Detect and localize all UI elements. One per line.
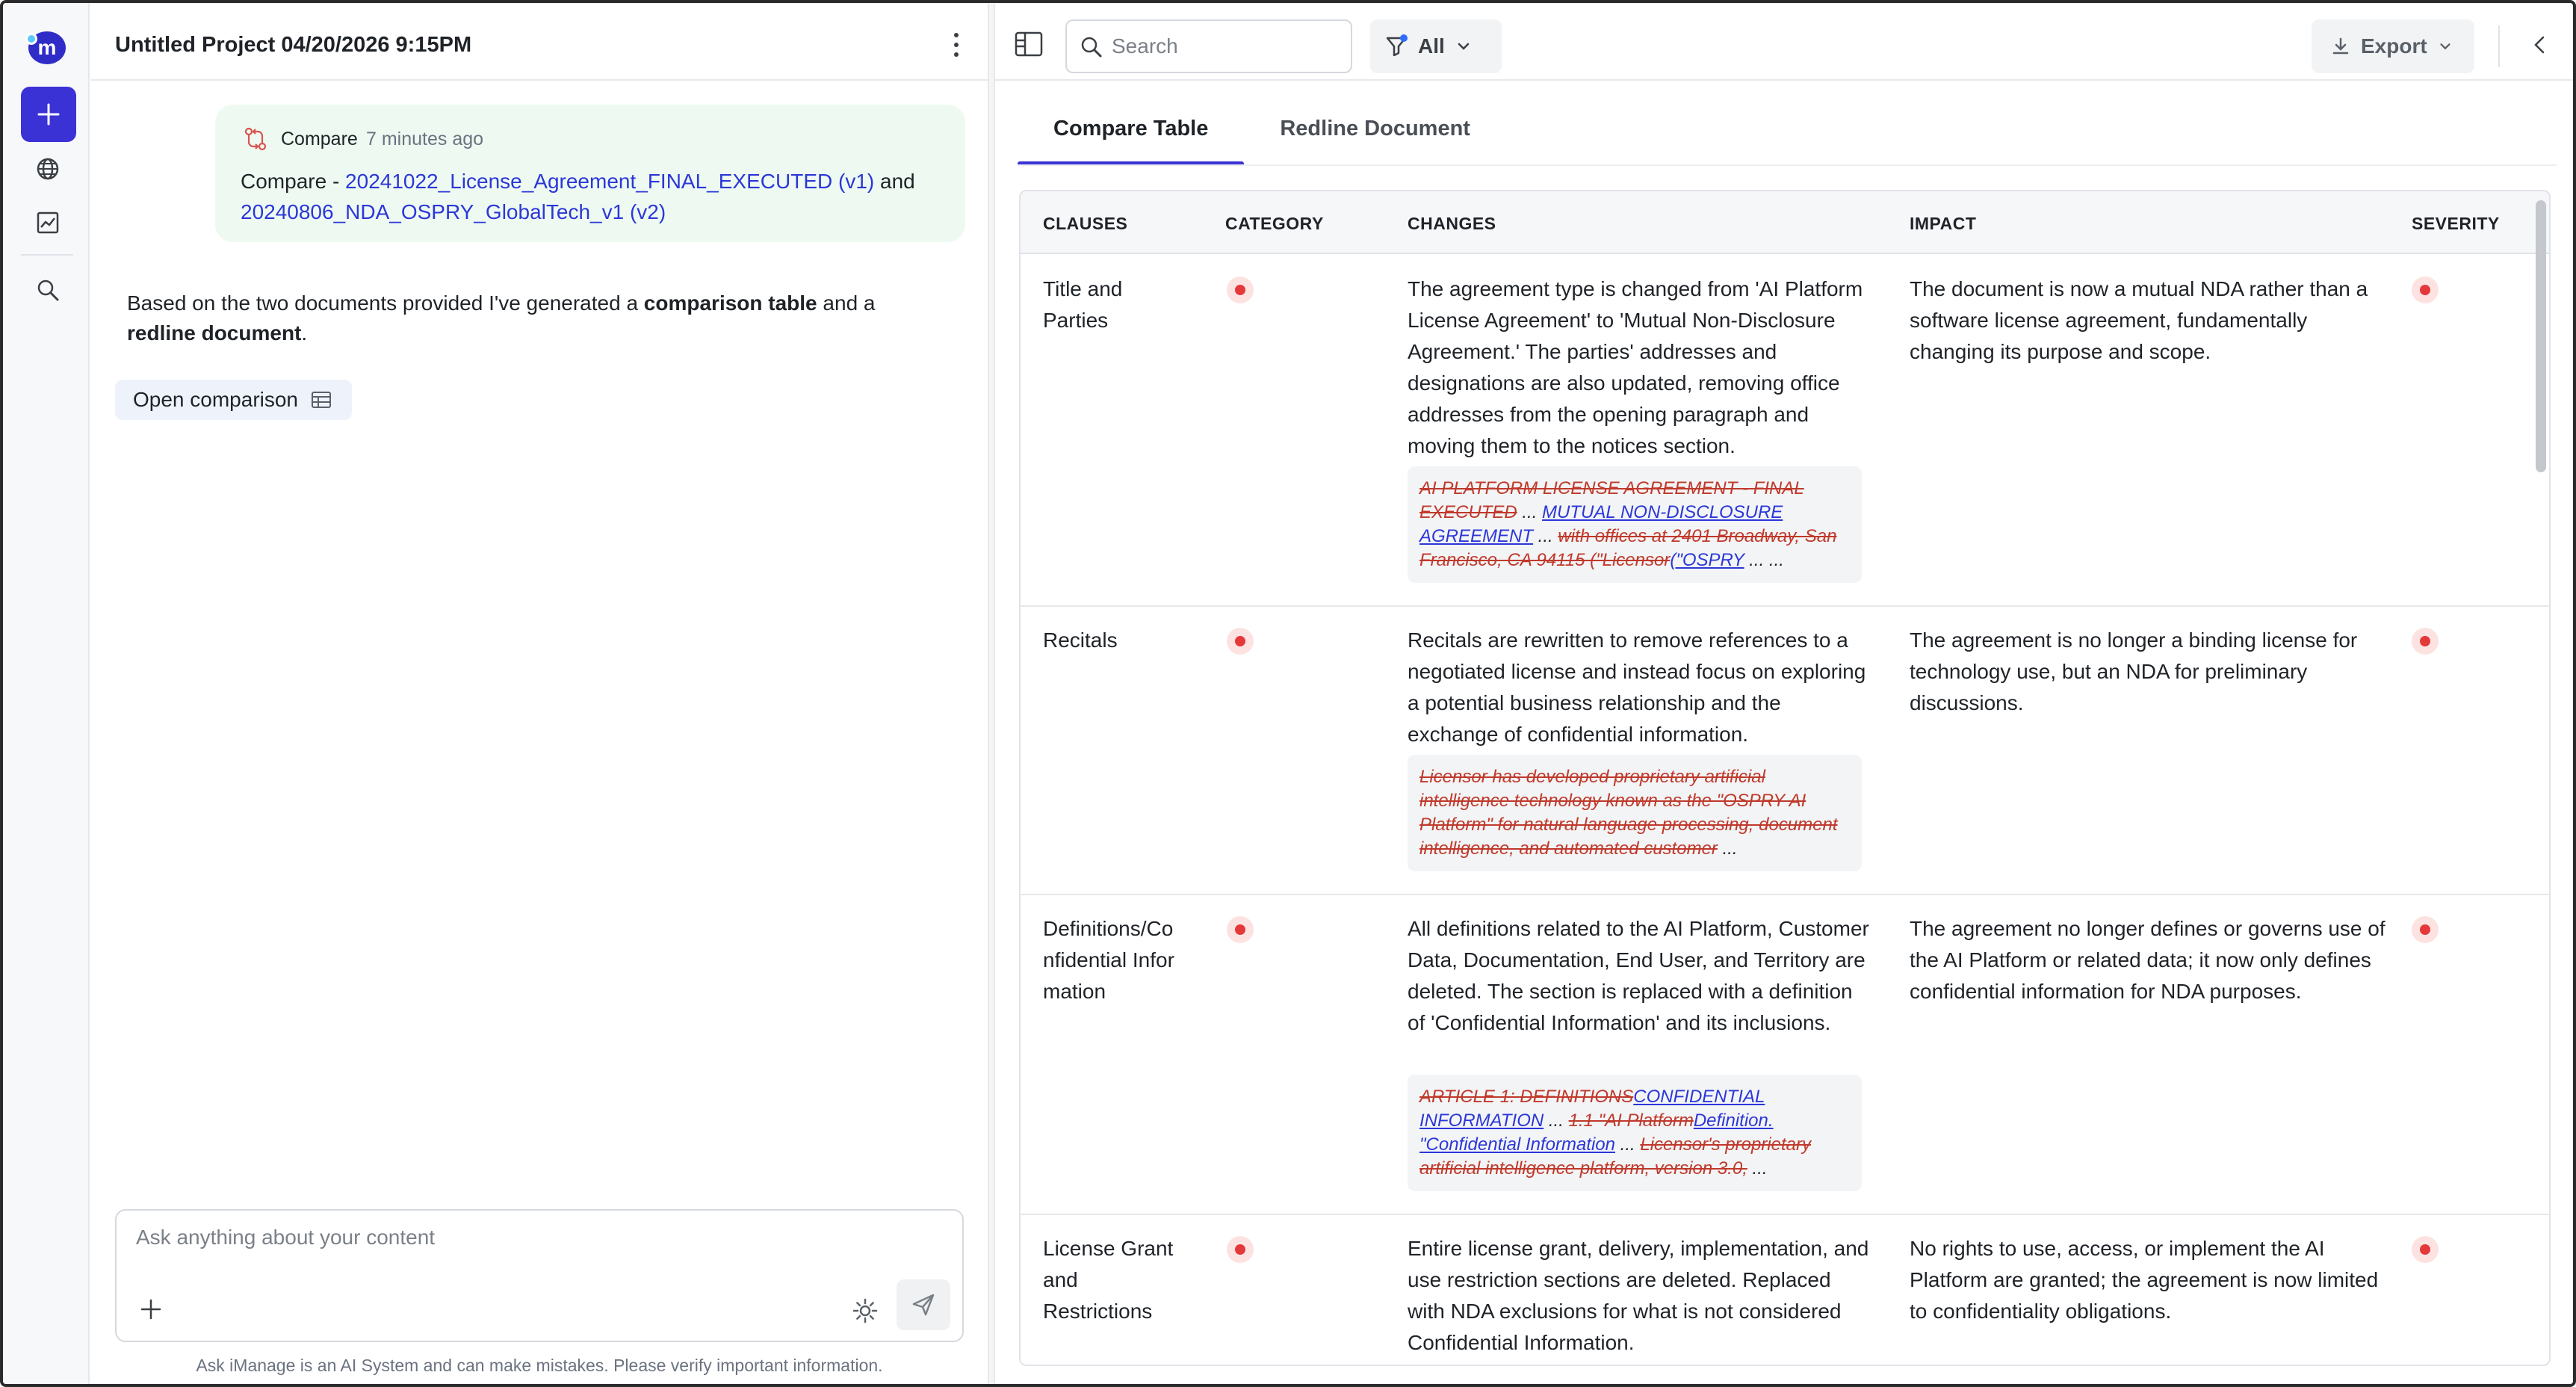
table-row[interactable] <box>1021 895 2549 1215</box>
redline-snippet[interactable] <box>1408 755 1862 871</box>
snippet-text: ... <box>1615 1134 1641 1155</box>
filter-dropdown[interactable] <box>1370 19 1502 73</box>
column-header-severity[interactable]: SEVERITY <box>2412 214 2500 233</box>
changes-cell: Recitals are rewritten to remove references to a negotiated license and instead focus on exploring a potential business relationship and the exchange of confidential information. <box>1408 628 1866 746</box>
snippet-text: ... <box>1747 1158 1768 1179</box>
rail-separator <box>21 254 73 256</box>
message-timestamp: 7 minutes ago <box>366 129 484 149</box>
tabs-divider <box>1018 164 2557 166</box>
document-link-v1[interactable]: 20241022_License_Agreement_FINAL_EXECUTED (v1) <box>345 170 875 193</box>
chevron-down-icon <box>2438 39 2453 54</box>
left-rail <box>3 3 90 1384</box>
changes-cell: Entire license grant, delivery, implementation, and use restriction sections are deleted. Replaced with NDA exclusions for what is not considered Confidential Information. <box>1408 1237 1869 1354</box>
search-icon <box>1079 34 1104 60</box>
column-header-impact[interactable]: IMPACT <box>1910 214 1977 233</box>
impact-cell: The agreement no longer defines or governs use of the AI Platform or related data; it now only defines confidential information for NDA purposes. <box>1910 917 2385 1003</box>
view-tabs <box>1018 97 1506 166</box>
assistant-answer <box>127 288 949 348</box>
composer-input[interactable]: Ask anything about your content <box>136 1226 436 1249</box>
compare-message <box>241 166 943 227</box>
search-icon[interactable] <box>31 274 64 306</box>
tab-compare-table[interactable]: Compare Table <box>1018 97 1244 166</box>
toolbar-separator <box>2498 25 2500 67</box>
answer-text: Based on the two documents provided I've generated a <box>127 291 644 315</box>
table-row[interactable] <box>1021 607 2549 895</box>
inserted-text: CONFIDENTIAL INFORMATION <box>1419 1087 1765 1131</box>
deleted-text: Licensor's proprietary artificial intelligence platform, version 3.0, <box>1419 1134 1812 1179</box>
chart-icon[interactable] <box>31 206 64 239</box>
table-scrollbar[interactable] <box>2533 196 2546 1362</box>
project-title: Untitled Project 04/20/2026 9:15PM <box>115 33 472 57</box>
column-header-changes[interactable]: CHANGES <box>1408 214 1496 233</box>
clause-cell: Definitions/Confidential Information <box>1043 917 1174 1003</box>
inserted-text: Definition. "Confidential Information <box>1419 1110 1774 1155</box>
comparison-toolbar <box>995 3 2576 81</box>
answer-bold-redline: redline document <box>127 321 302 345</box>
app-logo[interactable] <box>28 31 66 64</box>
column-header-category[interactable]: CATEGORY <box>1225 214 1324 233</box>
severity-indicator <box>2412 277 2439 303</box>
category-indicator <box>1227 916 1254 943</box>
table-header <box>1021 191 2549 254</box>
export-button[interactable] <box>2312 19 2474 73</box>
category-indicator <box>1227 628 1254 655</box>
severity-indicator <box>2412 628 2439 655</box>
category-indicator <box>1227 1236 1254 1263</box>
category-indicator <box>1227 277 1254 303</box>
snippet-text: ... <box>1517 502 1543 522</box>
table-icon <box>312 392 331 408</box>
chat-header <box>91 3 988 81</box>
inserted-text: ("OSPRY <box>1670 550 1744 570</box>
open-comparison-label: Open comparison <box>133 388 299 411</box>
deleted-text: ARTICLE 1: DEFINITIONS <box>1419 1087 1634 1107</box>
more-options-icon[interactable] <box>949 30 964 60</box>
logo-letter: m <box>37 36 57 59</box>
compare-prefix: Compare - <box>241 170 346 193</box>
send-icon <box>911 1292 936 1318</box>
compare-table <box>1019 190 2551 1366</box>
clause-cell: Recitals <box>1043 628 1118 652</box>
search-input[interactable] <box>1112 31 1336 61</box>
inserted-text: MUTUAL NON-DISCLOSURE AGREEMENT <box>1419 502 1783 546</box>
panel-resize-handle[interactable] <box>988 3 995 1384</box>
chat-composer[interactable] <box>115 1209 964 1342</box>
filter-active-dot <box>1400 34 1408 42</box>
deleted-text: AI PLATFORM LICENSE AGREEMENT - FINAL EXECUTED <box>1419 478 1804 522</box>
compare-icon <box>242 126 269 152</box>
table-row[interactable] <box>1021 1215 2549 1366</box>
logo-dot <box>25 33 37 45</box>
plus-icon <box>36 102 61 127</box>
chevron-left-icon[interactable] <box>2528 33 2552 57</box>
snippet-text: ... <box>1717 838 1738 859</box>
new-project-button[interactable] <box>21 87 76 142</box>
ai-disclaimer: Ask iManage is an AI System and can make mistakes. Please verify important information. <box>196 1356 883 1375</box>
compare-label: Compare <box>281 129 358 149</box>
comparison-panel <box>995 3 2576 1384</box>
severity-indicator <box>2412 1236 2439 1263</box>
answer-text: . <box>301 321 308 345</box>
severity-indicator <box>2412 916 2439 943</box>
compare-request-bubble <box>215 105 965 242</box>
send-button[interactable] <box>897 1279 950 1330</box>
open-comparison-button[interactable] <box>115 380 352 420</box>
sidebar-toggle-icon[interactable] <box>1015 31 1043 57</box>
filter-label: All <box>1418 34 1445 58</box>
document-link-v2[interactable]: 20240806_NDA_OSPRY_GlobalTech_v1 (v2) <box>241 200 666 223</box>
settings-gear-icon[interactable] <box>850 1296 880 1326</box>
scrollbar-thumb[interactable] <box>2536 200 2546 472</box>
snippet-text: ... <box>1533 526 1558 546</box>
clause-cell: Title and Parties <box>1043 277 1123 332</box>
impact-cell: The agreement is no longer a binding license for technology use, but an NDA for preliminary discussions. <box>1910 628 2358 714</box>
changes-cell: The agreement type is changed from 'AI Platform License Agreement' to 'Mutual Non-Disclosure Agreement.' The parties' addresses and designations are also updated, removing office addresses from the opening paragraph and moving them to the notices section. <box>1408 277 1863 457</box>
snippet-text: ... ... <box>1744 550 1784 570</box>
deleted-text: Licensor has developed proprietary artificial intelligence technology known as the "OSPRY AI Platform" for natural language processing, document intelligence, and automated customer <box>1419 767 1838 859</box>
export-label: Export <box>2361 34 2427 58</box>
impact-cell: The document is now a mutual NDA rather than a software license agreement, fundamentally changing its purpose and scope. <box>1910 277 2368 363</box>
answer-bold-comparison: comparison table <box>643 291 817 315</box>
chat-panel <box>91 3 988 1384</box>
impact-cell: No rights to use, access, or implement the AI Platform are granted; the agreement is now limited to confidentiality obligations. <box>1910 1237 2379 1323</box>
redline-snippet[interactable] <box>1408 466 1862 583</box>
clause-cell: License Grant and Restrictions <box>1043 1237 1174 1323</box>
answer-text: and a <box>817 291 876 315</box>
search-box[interactable] <box>1065 19 1352 73</box>
deleted-text: with offices at 2401 Broadway, San Francisco, CA 94115 ("Licensor <box>1419 526 1837 570</box>
chevron-down-icon <box>1455 38 1472 55</box>
snippet-text: ... <box>1544 1110 1569 1131</box>
attach-plus-icon[interactable] <box>136 1294 166 1324</box>
table-row[interactable] <box>1021 256 2549 607</box>
column-header-clauses[interactable]: CLAUSES <box>1043 214 1128 233</box>
deleted-text: 1.1 "AI Platform <box>1568 1110 1694 1131</box>
globe-icon[interactable] <box>31 152 64 185</box>
tab-redline-document[interactable]: Redline Document <box>1280 117 1470 140</box>
redline-snippet[interactable] <box>1408 1075 1862 1191</box>
changes-cell: All definitions related to the AI Platform, Customer Data, Documentation, End User, and Territory are deleted. The section is replaced with a definition of 'Confidential Information' and its inclusions. <box>1408 917 1869 1034</box>
download-icon <box>2331 37 2350 56</box>
compare-joiner: and <box>874 170 915 193</box>
